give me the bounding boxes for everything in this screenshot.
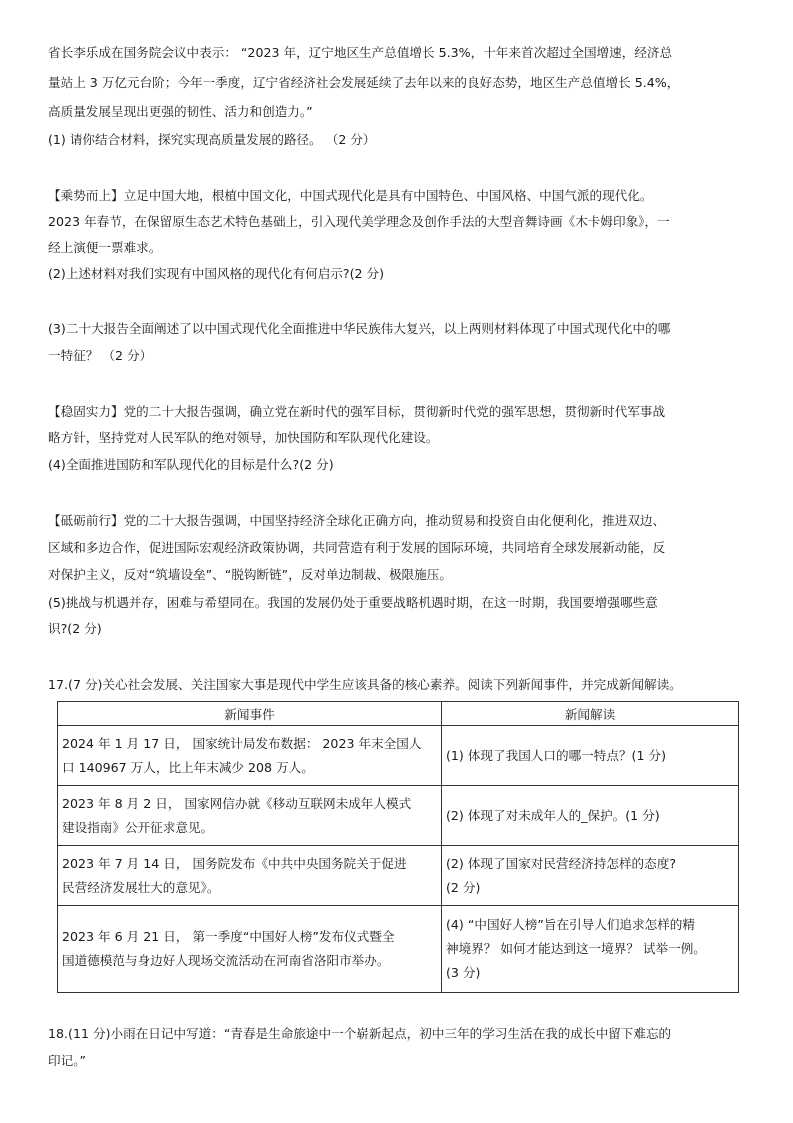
news-question-text: (4) “中国好人榜”旨在引导人们追求怎样的精 [446, 917, 695, 932]
news-table [57, 701, 739, 993]
question-1: (1) 请你结合材料，探究实现高质量发展的路径。 （2 分） [48, 132, 376, 147]
question-3: 一特征？ （2 分） [48, 348, 153, 363]
news-event-text: 2023 年 8 月 2 日， 国家网信办就《移动互联网未成年人模式 [62, 795, 412, 811]
news-event-text: 口 140967 万人，比上年末减少 208 万人。 [62, 759, 314, 775]
intro-line: 高质量发展呈现出更强的韧性、活力和创造力。” [48, 104, 313, 119]
intro-line: 省长李乐成在国务院会议中表示： “2023 年，辽宁地区生产总值增长 5.3%，十年来首次超过全国增速，经济总 [48, 45, 673, 60]
table-row [58, 786, 739, 846]
question-4: (4)全面推进国防和军队现代化的目标是什么?(2 分) [48, 457, 334, 472]
section-wengu-line: 略方针，坚持党对人民军队的绝对领导，加快国防和军队现代化建设。 [48, 430, 439, 445]
news-event-cell [58, 846, 442, 906]
question-2: (2)上述材料对我们实现有中国风格的现代化有何启示?(2 分) [48, 266, 385, 281]
section-chengshi-line: 【乘势而上】立足中国大地，根植中国文化，中国式现代化是具有中国特色、中国风格、中国气派的现代化。 [48, 188, 653, 203]
question-17-stem: 17.(7 分)关心社会发展、关注国家大事是现代中学生应该具备的核心素养。阅读下列新闻事件，并完成新闻解读。 [48, 677, 682, 692]
question-3: (3)二十大报告全面阐述了以中国式现代化全面推进中华民族伟大复兴，以上两则材料体现了中国式现代化中的哪 [48, 321, 671, 336]
question-5: 识?(2 分) [48, 621, 102, 636]
section-chengshi-line: 经上演便一票难求。 [48, 240, 162, 255]
news-question-text: (2 分) [446, 879, 481, 895]
news-event-text: 2023 年 6 月 21 日， 第一季度“中国好人榜”发布仪式暨全 [62, 929, 395, 944]
question-18-stem: 18.(11 分)小雨在日记中写道：“青春是生命旅途中一个崭新起点，初中三年的学习生活在我的成长中留下难忘的 [48, 1026, 672, 1041]
section-wengu-line: 【稳固实力】党的二十大报告强调，确立党在新时代的强军目标，贯彻新时代党的强军思想，贯彻新时代军事战 [48, 404, 666, 419]
news-event-cell [58, 906, 442, 993]
news-event-text: 2024 年 1 月 17 日， 国家统计局发布数据： 2023 年末全国人 [62, 735, 422, 751]
table-row [58, 846, 739, 906]
news-question-text: (1) 体现了我国人口的哪一特点？(1 分) [446, 747, 666, 763]
news-question-cell [442, 906, 739, 993]
news-question-text: (2) 体现了对未成年人的_保护。(1 分) [446, 807, 660, 823]
section-dili-line: 【砥砺前行】党的二十大报告强调，中国坚持经济全球化正确方向，推动贸易和投资自由化便利化，推进双边、 [48, 513, 666, 528]
question-18-stem: 印记。” [48, 1053, 87, 1068]
question-5: (5)挑战与机遇并存，困难与希望同在。我国的发展仍处于重要战略机遇时期，在这一时期，我国要增强哪些意 [48, 595, 658, 610]
column-header-news-event: 新闻事件 [58, 702, 442, 726]
news-event-text: 国道德模范与身边好人现场交流活动在河南省洛阳市举办。 [62, 953, 390, 968]
news-event-cell [58, 726, 442, 786]
news-question-cell [442, 786, 739, 846]
news-question-cell [442, 726, 739, 786]
column-header-news-analysis: 新闻解读 [442, 702, 739, 726]
news-event-text: 建设指南》公开征求意见。 [62, 819, 214, 835]
intro-line: 量站上 3 万亿元台阶；今年一季度，辽宁省经济社会发展延续了去年以来的良好态势，地区生产总值增长 5.4%， [48, 75, 680, 90]
table-row [58, 906, 739, 993]
news-question-cell [442, 846, 739, 906]
news-event-text: 民营经济发展壮大的意见》。 [62, 879, 220, 895]
table-row [58, 726, 739, 786]
news-question-text: 神境界？ 如何才能达到这一境界？ 试举一例。 [446, 941, 706, 956]
section-chengshi-line: 2023 年春节，在保留原生态艺术特色基础上，引入现代美学理念及创作手法的大型音舞诗画《木卡姆印象》，一 [48, 214, 670, 229]
section-dili-line: 区域和多边合作，促进国际宏观经济政策协调，共同营造有利于发展的国际环境，共同培育全球发展新动能，反 [48, 540, 666, 555]
news-event-text: 2023 年 7 月 14 日， 国务院发布《中共中央国务院关于促进 [62, 855, 407, 871]
table-header-row [58, 702, 739, 726]
section-dili-line: 对保护主义，反对“筑墙设垒”、“脱钩断链”，反对单边制裁、极限施压。 [48, 567, 452, 582]
news-event-cell [58, 786, 442, 846]
news-question-text: (2) 体现了国家对民营经济持怎样的态度? [446, 855, 677, 871]
news-question-text: (3 分) [446, 965, 481, 980]
